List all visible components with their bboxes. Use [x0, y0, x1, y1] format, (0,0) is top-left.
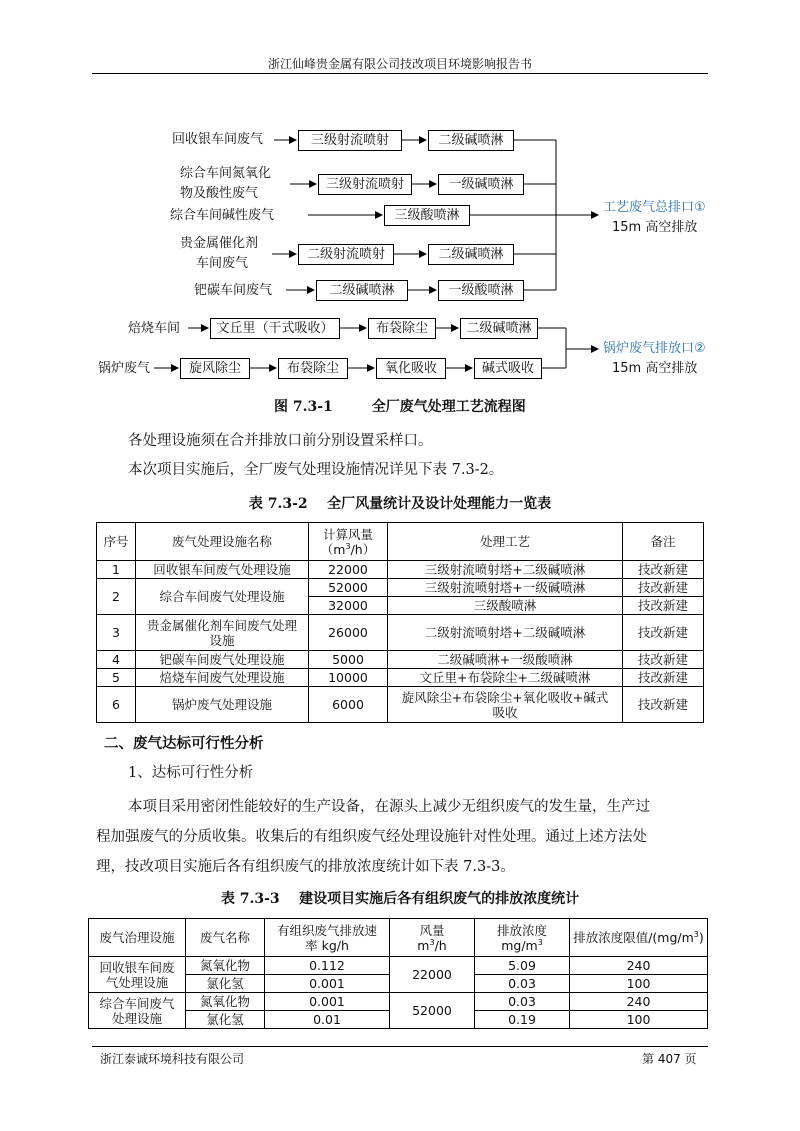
cell: 4: [97, 651, 136, 669]
cell: 3: [97, 615, 136, 651]
table-row: [97, 651, 704, 669]
cell: [89, 957, 186, 993]
section-heading: 二、废气达标可行性分析: [104, 735, 264, 752]
cell: 焙烧车间废气处理设施: [136, 669, 309, 687]
header-cell: [309, 523, 388, 561]
cell: 二级射流喷射塔+二级碱喷淋: [388, 615, 623, 651]
cell: 回收银车间废气处理设施: [136, 561, 309, 579]
subsection-heading: 1、达标可行性分析: [128, 765, 254, 781]
cell: 技改新建: [623, 615, 704, 651]
header-sup: 3: [345, 541, 351, 551]
header-cell: [390, 919, 475, 957]
header-text: 有组织废气排放速: [276, 922, 377, 938]
cell: 二级碱喷淋+一级酸喷淋: [388, 651, 623, 669]
header-cell: 废气名称: [186, 919, 265, 957]
process-box: 布袋除尘: [368, 318, 436, 339]
figure-caption: 图 7.3-1 全厂废气处理工艺流程图: [274, 399, 526, 415]
header-text: m: [417, 937, 430, 953]
process-box: 文丘里（干式吸收）: [210, 318, 340, 339]
cell: 0.112: [265, 957, 390, 975]
cell: 文丘里+布袋除尘+二级碱喷淋: [388, 669, 623, 687]
paragraph: 本项目采用密闭性能较好的生产设备，在源头上减少无组织废气的发生量，生产过: [128, 799, 650, 815]
header-text: /h）: [350, 541, 376, 557]
header-text: ): [698, 930, 704, 945]
cell: 0.19: [475, 1011, 570, 1029]
cell-text: 气处理设施: [105, 974, 169, 990]
source-label: 物及酸性废气: [180, 186, 259, 201]
cell-text: 回收银车间废: [99, 959, 175, 975]
cell: 100: [570, 1011, 708, 1029]
process-box: 旋风除尘: [180, 358, 250, 379]
outlet-1-name: 工艺废气总排口①: [603, 200, 706, 215]
cell-text: 综合车间废气: [99, 995, 175, 1011]
cell: 240: [570, 993, 708, 1011]
cell: 2: [97, 579, 136, 615]
header-rule: [92, 73, 708, 74]
cell: 氮氧化物: [186, 957, 265, 975]
source-label: 贵金属催化剂: [180, 236, 259, 251]
process-box: 二级射流喷射: [298, 244, 394, 265]
table-row: [89, 957, 708, 975]
cell-text: 旋风除尘+布袋除尘+氧化吸收+碱式: [401, 689, 609, 705]
cell-text: 处理设施: [111, 1010, 162, 1026]
cell: 技改新建: [623, 651, 704, 669]
header-text: （m: [320, 541, 346, 557]
process-box: 三级酸喷淋: [384, 205, 470, 226]
outlet-2-height: 15m 高空排放: [612, 361, 698, 376]
paragraph: 理，技改项目实施后各有组织废气的排放浓度统计如下表 7.3-3。: [96, 859, 515, 875]
cell: 32000: [309, 597, 388, 615]
source-label: 车间废气: [196, 256, 249, 271]
process-box: 二级碱喷淋: [316, 280, 408, 301]
table-row: [97, 561, 704, 579]
header-text: 计算风量: [322, 526, 373, 542]
source-label: 综合车间氮氧化: [180, 166, 272, 181]
cell: 三级酸喷淋: [388, 597, 623, 615]
cell: 技改新建: [623, 579, 704, 597]
process-box: 二级碱喷淋: [428, 130, 514, 151]
footer-company: 浙江泰诚环境科技有限公司: [100, 1052, 245, 1066]
process-box: 氧化吸收: [376, 358, 446, 379]
cell: 5000: [309, 651, 388, 669]
cell: 技改新建: [623, 561, 704, 579]
header-cell: 处理工艺: [388, 523, 623, 561]
table-row: [97, 579, 704, 597]
cell: 0.03: [475, 993, 570, 1011]
table-header-row: [89, 919, 708, 957]
header-cell: 备注: [623, 523, 704, 561]
header-cell: 序号: [97, 523, 136, 561]
source-label: 综合车间碱性废气: [170, 208, 275, 223]
outlet-1-height: 15m 高空排放: [612, 220, 698, 235]
header-text: mg/m: [501, 937, 538, 953]
table-caption: 表 7.3-2 全厂风量统计及设计处理能力一览表: [248, 496, 552, 512]
cell: 技改新建: [623, 669, 704, 687]
cell: [136, 615, 309, 651]
cell: 氯化氢: [186, 1011, 265, 1029]
header-text: 排放浓度限值/(mg/m: [573, 930, 694, 945]
cell: 6000: [309, 687, 388, 723]
paragraph: 程加强废气的分质收集。收集后的有组织废气经处理设施针对性处理。通过上述方法处: [96, 829, 647, 845]
cell: 0.001: [265, 993, 390, 1011]
process-box: 二级碱喷淋: [460, 318, 538, 339]
header-cell: [475, 919, 570, 957]
header-cell: [570, 919, 708, 957]
cell: 5.09: [475, 957, 570, 975]
cell-text: 设施: [209, 632, 235, 648]
cell: 氯化氢: [186, 975, 265, 993]
header-sup: 3: [429, 937, 435, 947]
source-label: 钯碳车间废气: [194, 283, 273, 298]
cell: 技改新建: [623, 597, 704, 615]
emission-table: [88, 918, 708, 1029]
header-sup: 3: [537, 937, 543, 947]
footer-rule: [92, 1046, 708, 1047]
process-box: 布袋除尘: [278, 358, 348, 379]
table-row: [89, 993, 708, 1011]
process-box: 三级射流喷射: [318, 174, 412, 195]
cell: 22000: [309, 561, 388, 579]
cell: 技改新建: [623, 687, 704, 723]
cell: 锅炉废气处理设施: [136, 687, 309, 723]
process-box: 碱式吸收: [474, 358, 542, 379]
header-text: /h: [434, 937, 447, 953]
facility-table: [96, 522, 704, 723]
cell-text: 吸收: [492, 704, 518, 720]
cell: 240: [570, 957, 708, 975]
process-box: 三级射流喷射: [298, 130, 402, 151]
table-header-row: [97, 523, 704, 561]
cell: 52000: [309, 579, 388, 597]
cell: 钯碳车间废气处理设施: [136, 651, 309, 669]
cell: 0.03: [475, 975, 570, 993]
page-header: 浙江仙峰贵金属有限公司技改项目环境影响报告书: [267, 57, 532, 71]
page-number: 第 407 页: [642, 1052, 697, 1066]
table-row: [97, 687, 704, 723]
cell: 10000: [309, 669, 388, 687]
source-label: 回收银车间废气: [172, 132, 264, 147]
cell: 5: [97, 669, 136, 687]
source-label: 锅炉废气: [98, 361, 151, 376]
process-box: 二级碱喷淋: [428, 244, 514, 265]
table-caption: 表 7.3-3 建设项目实施后各有组织废气的排放浓度统计: [220, 891, 580, 907]
cell: 100: [570, 975, 708, 993]
cell-text: 贵金属催化剂车间废气处理: [146, 617, 297, 633]
cell: 氮氧化物: [186, 993, 265, 1011]
header-text: 率 kg/h: [305, 937, 349, 953]
outlet-2-name: 锅炉废气排放口②: [603, 341, 706, 356]
paragraph: 本次项目实施后，全厂废气处理设施情况详见下表 7.3-2。: [128, 462, 504, 478]
cell: 26000: [309, 615, 388, 651]
cell: [89, 993, 186, 1029]
header-sup: 3: [693, 929, 699, 939]
header-cell: 废气治理设施: [89, 919, 186, 957]
process-box: 一级酸喷淋: [438, 280, 524, 301]
cell: 0.01: [265, 1011, 390, 1029]
cell: 1: [97, 561, 136, 579]
cell: 三级射流喷射塔+一级碱喷淋: [388, 579, 623, 597]
cell: 综合车间废气处理设施: [136, 579, 309, 615]
header-text: 风量: [419, 922, 445, 938]
cell: [388, 687, 623, 723]
flow-diagram: [0, 120, 800, 390]
cell: 52000: [390, 993, 475, 1029]
table-row: [97, 669, 704, 687]
header-cell: 废气处理设施名称: [136, 523, 309, 561]
header-cell: [265, 919, 390, 957]
source-label: 焙烧车间: [128, 321, 181, 336]
cell: 0.001: [265, 975, 390, 993]
header-text: 排放浓度: [496, 922, 547, 938]
cell: 6: [97, 687, 136, 723]
cell: 22000: [390, 957, 475, 993]
paragraph: 各处理设施须在合并排放口前分别设置采样口。: [128, 433, 433, 449]
cell: 三级射流喷射塔+二级碱喷淋: [388, 561, 623, 579]
process-box: 一级碱喷淋: [438, 174, 524, 195]
table-row: [97, 615, 704, 651]
